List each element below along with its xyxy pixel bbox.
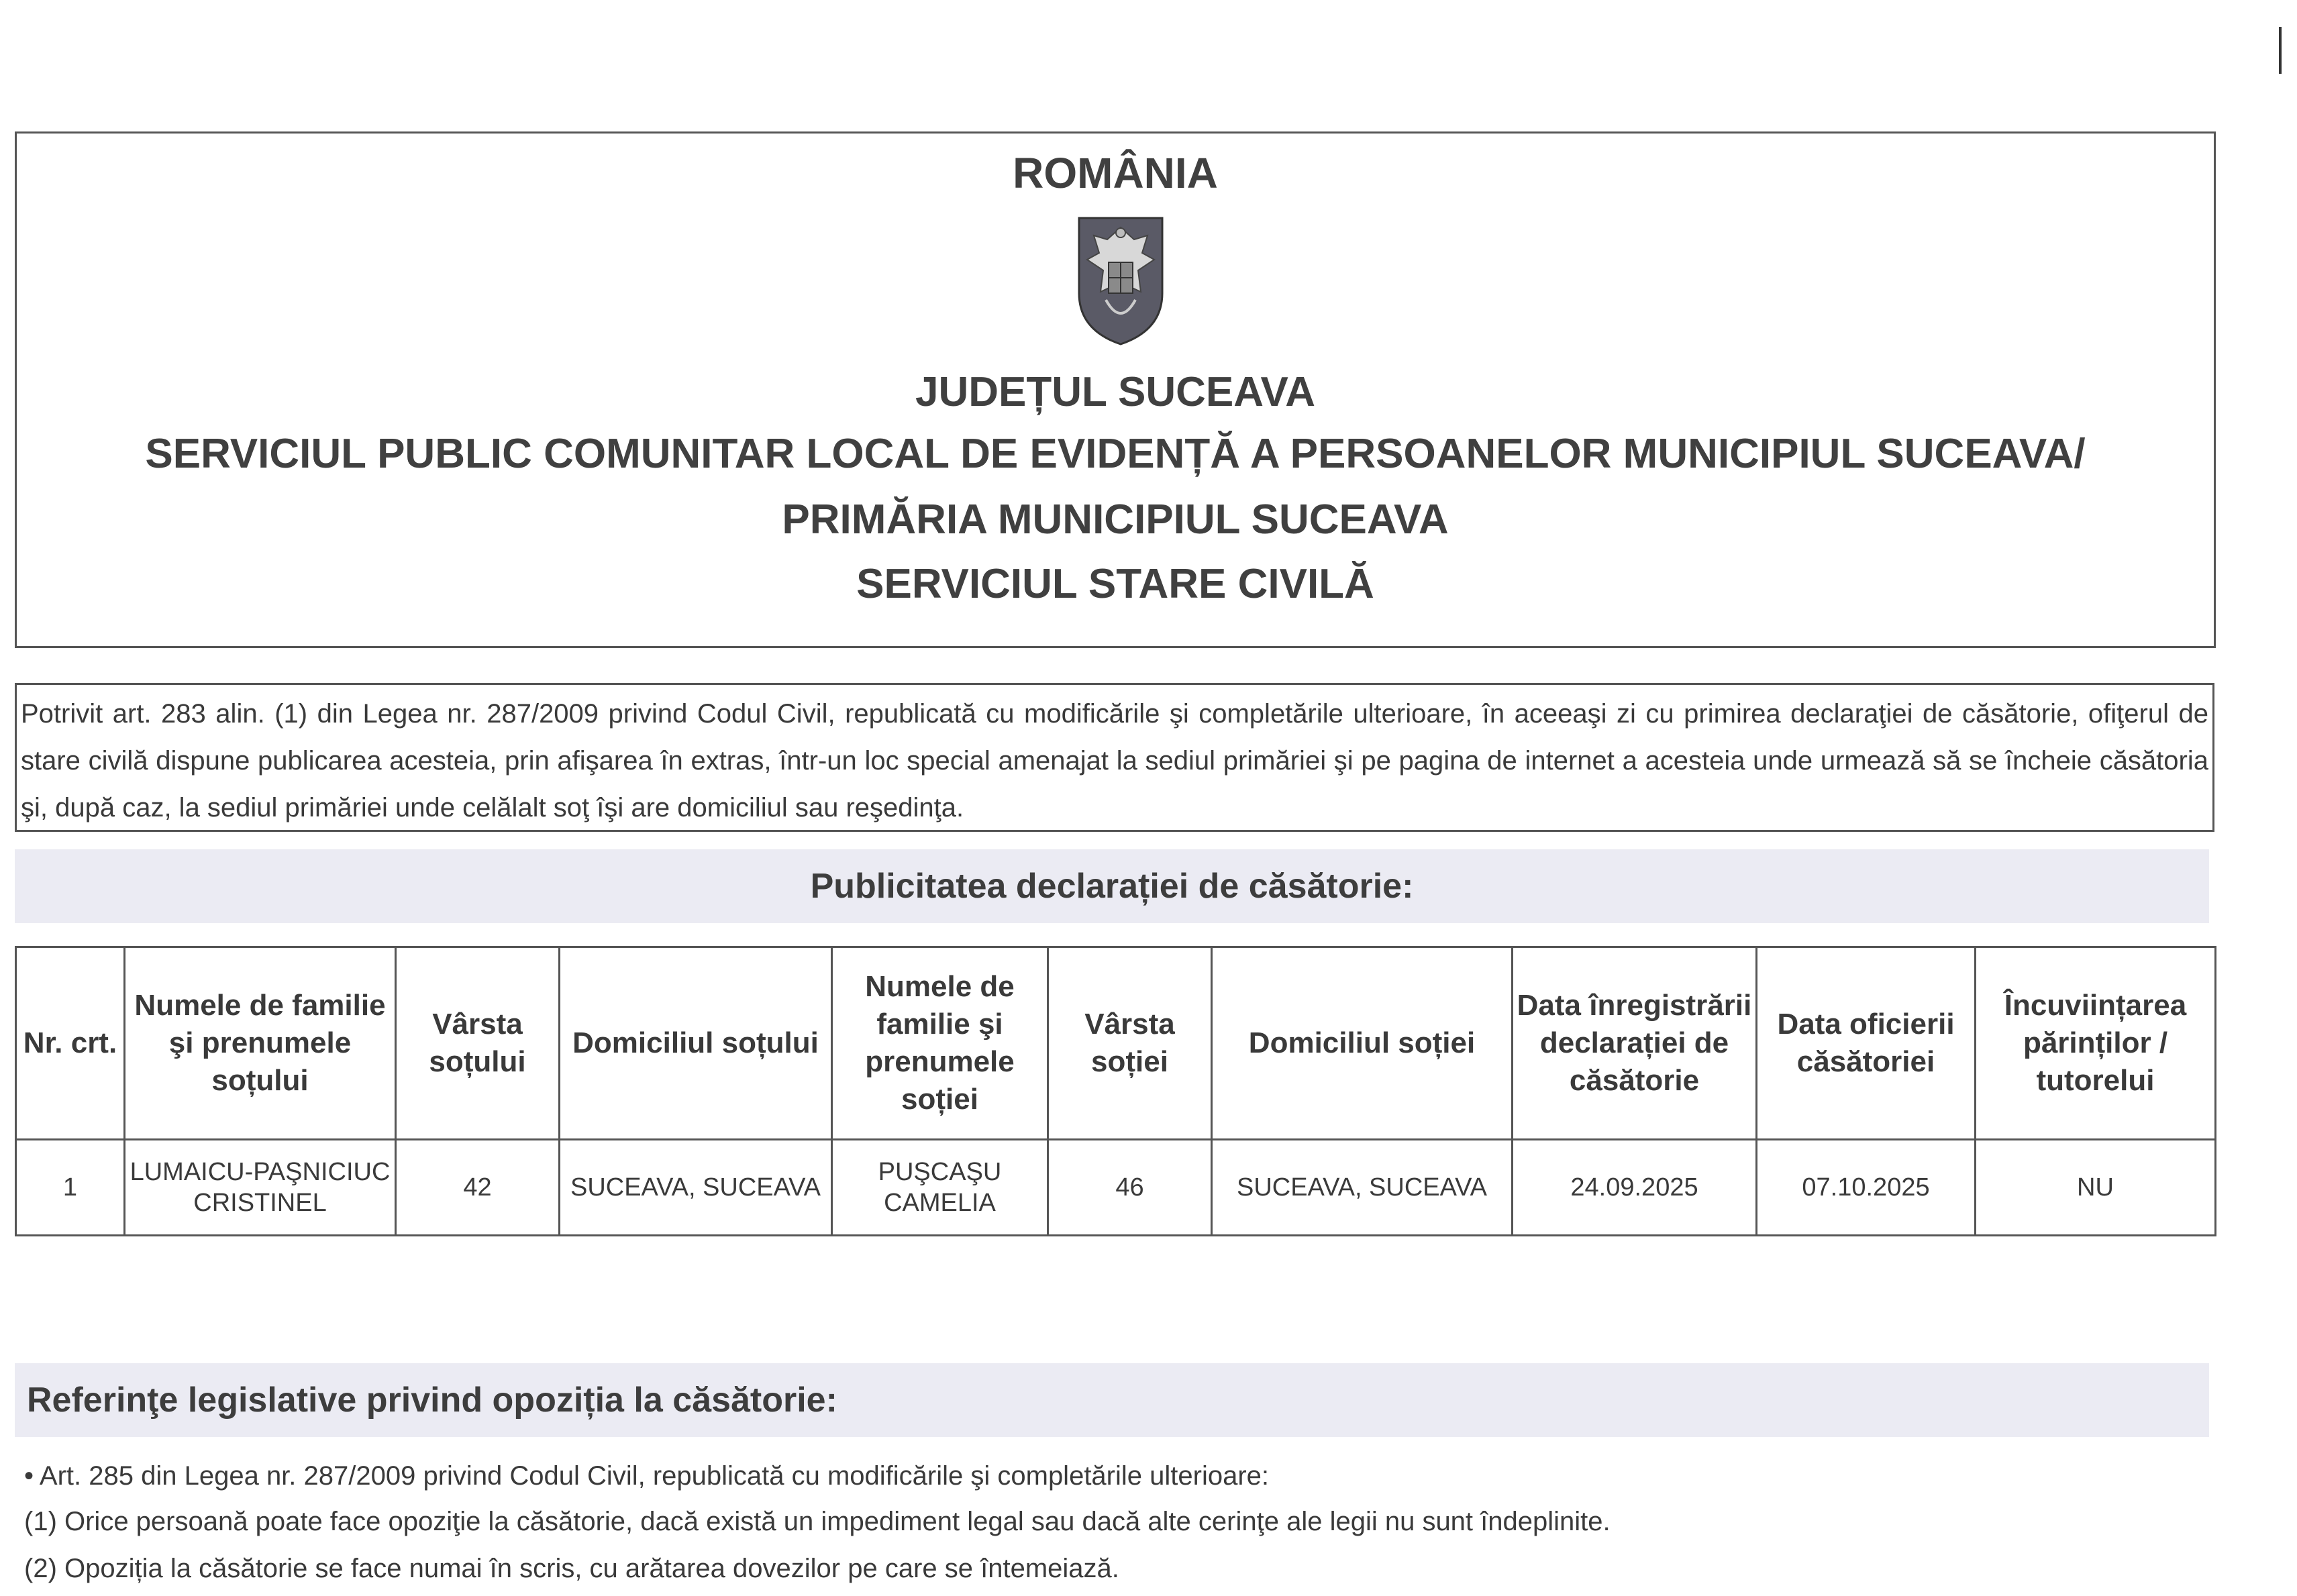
marriage-date: 07.10.2025 [1757, 1140, 1976, 1236]
references-section-title: Referinţe legislative privind opoziția la căsătorie: [15, 1363, 2209, 1437]
legal-reference-line: • Art. 285 din Legea nr. 287/2009 privind Codul Civil, republicată cu modificările şi completările ulterioare: [24, 1461, 1269, 1491]
service-title-line1: SERVICIUL PUBLIC COMUNITAR LOCAL DE EVIDENȚĂ A PERSOANELOR MUNICIPIUL SUCEAVA/ [145, 431, 2086, 477]
table-row [16, 1140, 2216, 1236]
col-header: Numele de familie şi prenumele soțului [125, 947, 396, 1140]
table-header-row [16, 947, 2216, 1140]
declaration-date: 24.09.2025 [1513, 1140, 1757, 1236]
husband-residence: SUCEAVA, SUCEAVA [560, 1140, 832, 1236]
husband-name: LUMAICU-PAŞNICIUC CRISTINEL [125, 1140, 396, 1236]
col-header: Data oficierii căsătoriei [1757, 947, 1976, 1140]
coat-of-arms-icon [1074, 213, 1168, 347]
col-header: Data înregistrării declarației de căsătorie [1513, 947, 1757, 1140]
husband-age: 42 [396, 1140, 560, 1236]
wife-residence: SUCEAVA, SUCEAVA [1212, 1140, 1513, 1236]
col-header: Domiciliul soțului [560, 947, 832, 1140]
col-header: Domiciliul soției [1212, 947, 1513, 1140]
wife-age: 46 [1048, 1140, 1212, 1236]
col-header: Nr. crt. [16, 947, 125, 1140]
col-header: Numele de familie şi prenumele soției [832, 947, 1048, 1140]
col-header: Încuviințarea părinților / tutorelui [1976, 947, 2216, 1140]
country-title: ROMÂNIA [1013, 149, 1218, 197]
legal-reference-line: (2) Opoziția la căsătorie se face numai în scris, cu arătarea dovezilor pe care se întemeiază. [24, 1554, 1119, 1583]
scan-edge-mark [2279, 27, 2282, 74]
wife-name: PUŞCAŞU CAMELIA [832, 1140, 1048, 1236]
service-title-line2: PRIMĂRIA MUNICIPIUL SUCEAVA [782, 496, 1449, 543]
county-title: JUDEȚUL SUCEAVA [915, 369, 1315, 415]
publication-section-title: Publicitatea declarației de căsătorie: [15, 849, 2209, 923]
legal-reference-line: (1) Orice persoană poate face opoziţie la căsătorie, dacă există un impediment legal sau dacă alte cerinţe ale legii nu sunt îndeplinite. [24, 1507, 1611, 1536]
col-header: Vârsta soției [1048, 947, 1212, 1140]
row-number: 1 [16, 1140, 125, 1236]
service-title-line3: SERVICIUL STARE CIVILĂ [856, 561, 1374, 607]
marriage-declaration-table [15, 946, 2216, 1236]
col-header: Vârsta soțului [396, 947, 560, 1140]
parental-consent: NU [1976, 1140, 2216, 1236]
legal-intro-paragraph: Potrivit art. 283 alin. (1) din Legea nr. 287/2009 privind Codul Civil, republicată cu modificările şi completările ulterioare, în aceeaşi zi cu primirea declaraţiei de căsătorie, ofiţerul de stare civilă dispune publicarea acesteia, prin afişarea în extras, într-un loc special amenajat la sediul primăriei şi pe pagina de internet a acesteia unde urmează să se încheie căsătoria şi, după caz, la sediul primăriei unde celălalt soţ îşi are domiciliul sau reşedinţa. [15, 683, 2214, 832]
document-header [15, 131, 2216, 648]
